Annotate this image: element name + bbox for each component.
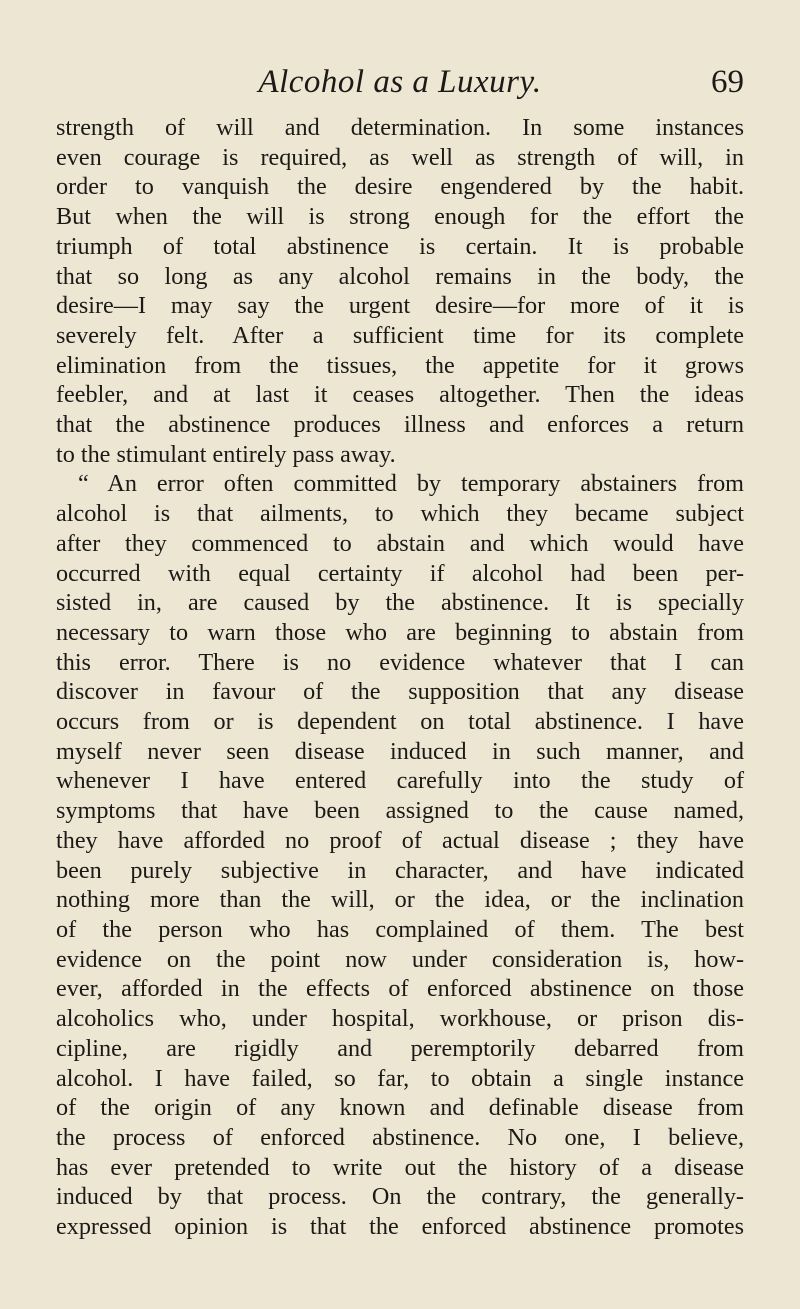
text-line: strength of will and determination. In some instances bbox=[56, 114, 744, 141]
text-line: cipline, are rigidly and peremptorily debarred from bbox=[56, 1034, 744, 1062]
text-line: the process of enforced abstinence. No one, I believe, bbox=[56, 1123, 744, 1151]
text-line: even courage is required, as well as strength of will, in bbox=[56, 143, 744, 171]
body-text bbox=[56, 113, 744, 1242]
text-line: of the person who has complained of them. The best bbox=[56, 915, 744, 943]
text-line: necessary to warn those who are beginning to abstain from bbox=[56, 618, 744, 646]
text-line: “ An error often committed by temporary abstainers from bbox=[78, 470, 744, 498]
text-line: ever, afforded in the effects of enforced abstinence on those bbox=[56, 975, 744, 1003]
text-line: occurs from or is dependent on total abstinence. I have bbox=[56, 708, 744, 736]
text-line: that the abstinence produces illness and enforces a return bbox=[56, 411, 744, 439]
text-line: they have afforded no proof of actual disease ; they have bbox=[56, 826, 744, 854]
text-line: of the origin of any known and definable disease from bbox=[56, 1094, 744, 1122]
text-line: that so long as any alcohol remains in the body, the bbox=[56, 262, 744, 290]
text-line: elimination from the tissues, the appetite for it grows bbox=[56, 351, 744, 379]
running-head bbox=[56, 62, 744, 102]
text-line: evidence on the point now under consideration is, how- bbox=[56, 945, 744, 973]
text-line: discover in favour of the supposition that any disease bbox=[56, 678, 744, 706]
text-line: alcohol is that ailments, to which they became subject bbox=[56, 500, 744, 528]
text-line: sisted in, are caused by the abstinence. It is specially bbox=[56, 589, 744, 617]
running-title: Alcohol as a Luxury. bbox=[258, 64, 542, 100]
text-line: has ever pretended to write out the history of a disease bbox=[56, 1153, 744, 1181]
text-line: But when the will is strong enough for the effort the bbox=[56, 203, 744, 231]
text-line: to the stimulant entirely pass away. bbox=[56, 440, 396, 468]
text-line: alcohol. I have failed, so far, to obtain a single instance bbox=[56, 1064, 744, 1092]
text-line: this error. There is no evidence whatever that I can bbox=[56, 648, 744, 676]
text-line: whenever I have entered carefully into the study of bbox=[56, 767, 744, 795]
text-line: occurred with equal certainty if alcohol had been per- bbox=[56, 559, 744, 587]
text-line: been purely subjective in character, and have indicated bbox=[56, 856, 744, 884]
text-line: triumph of total abstinence is certain. It is probable bbox=[56, 232, 744, 260]
text-line: alcoholics who, under hospital, workhouse, or prison dis- bbox=[56, 1005, 744, 1033]
text-line: symptoms that have been assigned to the cause named, bbox=[56, 797, 744, 825]
text-line: myself never seen disease induced in such manner, and bbox=[56, 737, 744, 765]
text-line: desire—I may say the urgent desire—for more of it is bbox=[56, 292, 744, 320]
text-line: after they commenced to abstain and which would have bbox=[56, 529, 744, 557]
text-line: order to vanquish the desire engendered by the habit. bbox=[56, 173, 744, 201]
text-line: induced by that process. On the contrary, the generally- bbox=[56, 1183, 744, 1211]
page-number: 69 bbox=[711, 64, 744, 100]
text-line: nothing more than the will, or the idea, or the inclination bbox=[56, 886, 744, 914]
text-line: severely felt. After a sufficient time for its complete bbox=[56, 321, 744, 349]
text-line: expressed opinion is that the enforced abstinence promotes bbox=[56, 1213, 744, 1241]
text-line: feebler, and at last it ceases altogether. Then the ideas bbox=[56, 381, 744, 409]
